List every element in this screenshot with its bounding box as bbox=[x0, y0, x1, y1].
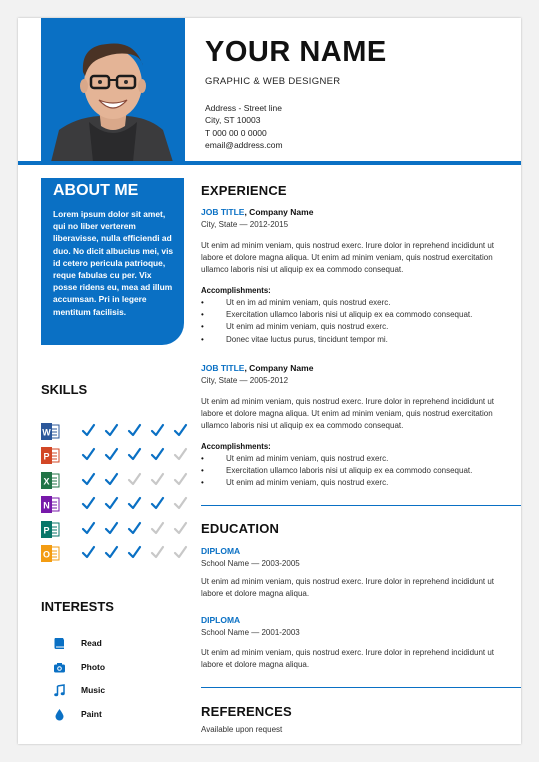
check-filled-icon bbox=[81, 472, 96, 487]
check-empty-icon bbox=[127, 472, 142, 487]
svg-text:O: O bbox=[42, 549, 51, 560]
check-filled-icon bbox=[104, 423, 119, 438]
check-filled-icon bbox=[150, 447, 165, 462]
references-title: REFERENCES bbox=[201, 704, 292, 719]
education-title: EDUCATION bbox=[201, 521, 280, 536]
interest-label: Paint bbox=[81, 708, 102, 719]
list-item: • Ut en im ad minim veniam, quis nostrud exerc. bbox=[201, 297, 511, 309]
check-empty-icon bbox=[150, 521, 165, 536]
svg-text:W: W bbox=[42, 427, 51, 438]
education-2-degree: DIPLOMA bbox=[201, 615, 241, 625]
check-empty-icon bbox=[173, 472, 188, 487]
address-line: Address - Street line bbox=[205, 103, 283, 113]
interest-label: Photo bbox=[81, 661, 106, 672]
job-2-title-line bbox=[201, 363, 313, 373]
check-empty-icon bbox=[150, 472, 165, 487]
check-filled-icon bbox=[173, 423, 188, 438]
check-empty-icon bbox=[173, 521, 188, 536]
education-1-school: School Name — 2003-2005 bbox=[201, 559, 300, 568]
interest-label: Read bbox=[81, 638, 102, 648]
check-filled-icon bbox=[127, 545, 142, 560]
check-filled-icon bbox=[127, 423, 142, 438]
job-1-description: Ut enim ad minim veniam, quis nostrud exerc. Irure dolor in reprehend incididunt ut labore et dolore magna aliqua. Ut enim ad minim veniam, quis nostrud exercitation ullamco laboris nisi ut aliquip ex ea commodo consequat. bbox=[201, 241, 495, 274]
list-item: • Ut enim ad minim veniam, quis nostrud exerc. bbox=[201, 477, 511, 489]
check-empty-icon bbox=[173, 496, 188, 511]
job-2-location: City, State — 2005-2012 bbox=[201, 376, 289, 385]
job-2-description: Ut enim ad minim veniam, quis nostrud exerc. Irure dolor in reprehend incididunt ut labore et dolore magna aliqua. Ut enim ad minim veniam, quis nostrud exercitation ullamco laboris nisi ut aliquip ex ea commodo consequat. bbox=[201, 397, 495, 430]
onenote-icon bbox=[41, 496, 60, 513]
excel-icon bbox=[41, 472, 60, 489]
check-filled-icon bbox=[81, 423, 96, 438]
svg-text:P: P bbox=[43, 451, 50, 462]
outlook-icon bbox=[41, 545, 60, 562]
contact-block bbox=[205, 102, 283, 151]
check-empty-icon bbox=[150, 545, 165, 560]
section-divider bbox=[201, 505, 521, 506]
candidate-role: GRAPHIC & WEB DESIGNER bbox=[205, 76, 341, 87]
check-filled-icon bbox=[127, 447, 142, 462]
interest-label: Music bbox=[81, 685, 106, 695]
phone-line: T 000 00 0 0000 bbox=[205, 127, 267, 138]
candidate-name: YOUR NAME bbox=[205, 36, 387, 68]
check-filled-icon bbox=[81, 545, 96, 560]
resume-page bbox=[18, 18, 521, 744]
word-icon bbox=[41, 423, 60, 440]
about-title: ABOUT ME bbox=[53, 182, 139, 199]
svg-text:X: X bbox=[43, 476, 50, 487]
education-1-description: Ut enim ad minim veniam, quis nostrud exerc. Irure dolor in reprehend incididunt ut labore et dolore magna aliqua. bbox=[201, 577, 495, 598]
job-2-accomplishments bbox=[201, 453, 511, 490]
check-empty-icon bbox=[173, 447, 188, 462]
svg-text:N: N bbox=[43, 500, 50, 511]
education-2-description: Ut enim ad minim veniam, quis nostrud exerc. Irure dolor in reprehend incididunt ut labore et dolore magna aliqua. bbox=[201, 648, 495, 669]
section-divider bbox=[201, 687, 521, 688]
check-filled-icon bbox=[127, 496, 142, 511]
check-filled-icon bbox=[81, 496, 96, 511]
paint-drop-icon bbox=[53, 708, 66, 721]
profile-photo bbox=[41, 18, 185, 162]
check-filled-icon bbox=[150, 496, 165, 511]
portrait-illustration bbox=[41, 18, 185, 162]
education-1-degree: DIPLOMA bbox=[201, 546, 241, 556]
interests-title: INTERESTS bbox=[41, 599, 114, 614]
check-filled-icon bbox=[127, 521, 142, 536]
job-1-accomplishments bbox=[201, 297, 511, 346]
check-filled-icon bbox=[104, 472, 119, 487]
email-line: email@address.com bbox=[205, 139, 283, 150]
list-item: • Exercitation ullamco laboris nisi ut aliquip ex ea commodo consequat. bbox=[201, 309, 511, 321]
music-note-icon bbox=[53, 684, 66, 697]
job-2-company: , Company Name bbox=[244, 363, 314, 373]
header-divider bbox=[18, 161, 521, 165]
experience-title: EXPERIENCE bbox=[201, 183, 287, 198]
list-item: • Donec vitae luctus purus, tincidunt tempor mi. bbox=[201, 334, 511, 346]
job-1-location: City, State — 2012-2015 bbox=[201, 220, 289, 229]
check-filled-icon bbox=[81, 521, 96, 536]
job-2-accomplishments-label: Accomplishments: bbox=[201, 442, 271, 451]
check-filled-icon bbox=[81, 447, 96, 462]
job-1-title: JOB TITLE bbox=[201, 207, 245, 217]
check-empty-icon bbox=[173, 545, 188, 560]
skills-title: SKILLS bbox=[41, 382, 88, 397]
list-item: • Ut enim ad minim veniam, quis nostrud exerc. bbox=[201, 321, 511, 333]
camera-icon bbox=[53, 661, 66, 674]
list-item: • Exercitation ullamco laboris nisi ut aliquip ex ea commodo consequat. bbox=[201, 465, 511, 477]
job-1-title-line bbox=[201, 207, 313, 217]
check-filled-icon bbox=[104, 447, 119, 462]
references-text: Available upon request bbox=[201, 725, 283, 734]
check-filled-icon bbox=[104, 545, 119, 560]
education-2-school: School Name — 2001-2003 bbox=[201, 628, 300, 637]
powerpoint-icon bbox=[41, 447, 60, 464]
city-line: City, ST 10003 bbox=[205, 115, 261, 126]
job-1-company: , Company Name bbox=[244, 207, 314, 217]
book-icon bbox=[53, 637, 66, 650]
job-2-title: JOB TITLE bbox=[201, 363, 245, 373]
svg-text:P: P bbox=[43, 525, 50, 536]
check-filled-icon bbox=[150, 423, 165, 438]
about-text: Lorem ipsum dolor sit amet, qui no liber verterem liberavisse, nulla efficiendi ad duo. No dicit albucius mei, vis id cetero pericula patrioque, reque fabulas cu per. Vix posse ridens eu, mea ad illum accumsan. Pri in legere mentitum facilisis. bbox=[53, 209, 174, 317]
check-filled-icon bbox=[104, 496, 119, 511]
check-filled-icon bbox=[104, 521, 119, 536]
list-item: • Ut enim ad minim veniam, quis nostrud exerc. bbox=[201, 453, 511, 465]
about-me-panel bbox=[41, 178, 184, 345]
publisher-icon bbox=[41, 521, 60, 538]
job-1-accomplishments-label: Accomplishments: bbox=[201, 286, 271, 295]
